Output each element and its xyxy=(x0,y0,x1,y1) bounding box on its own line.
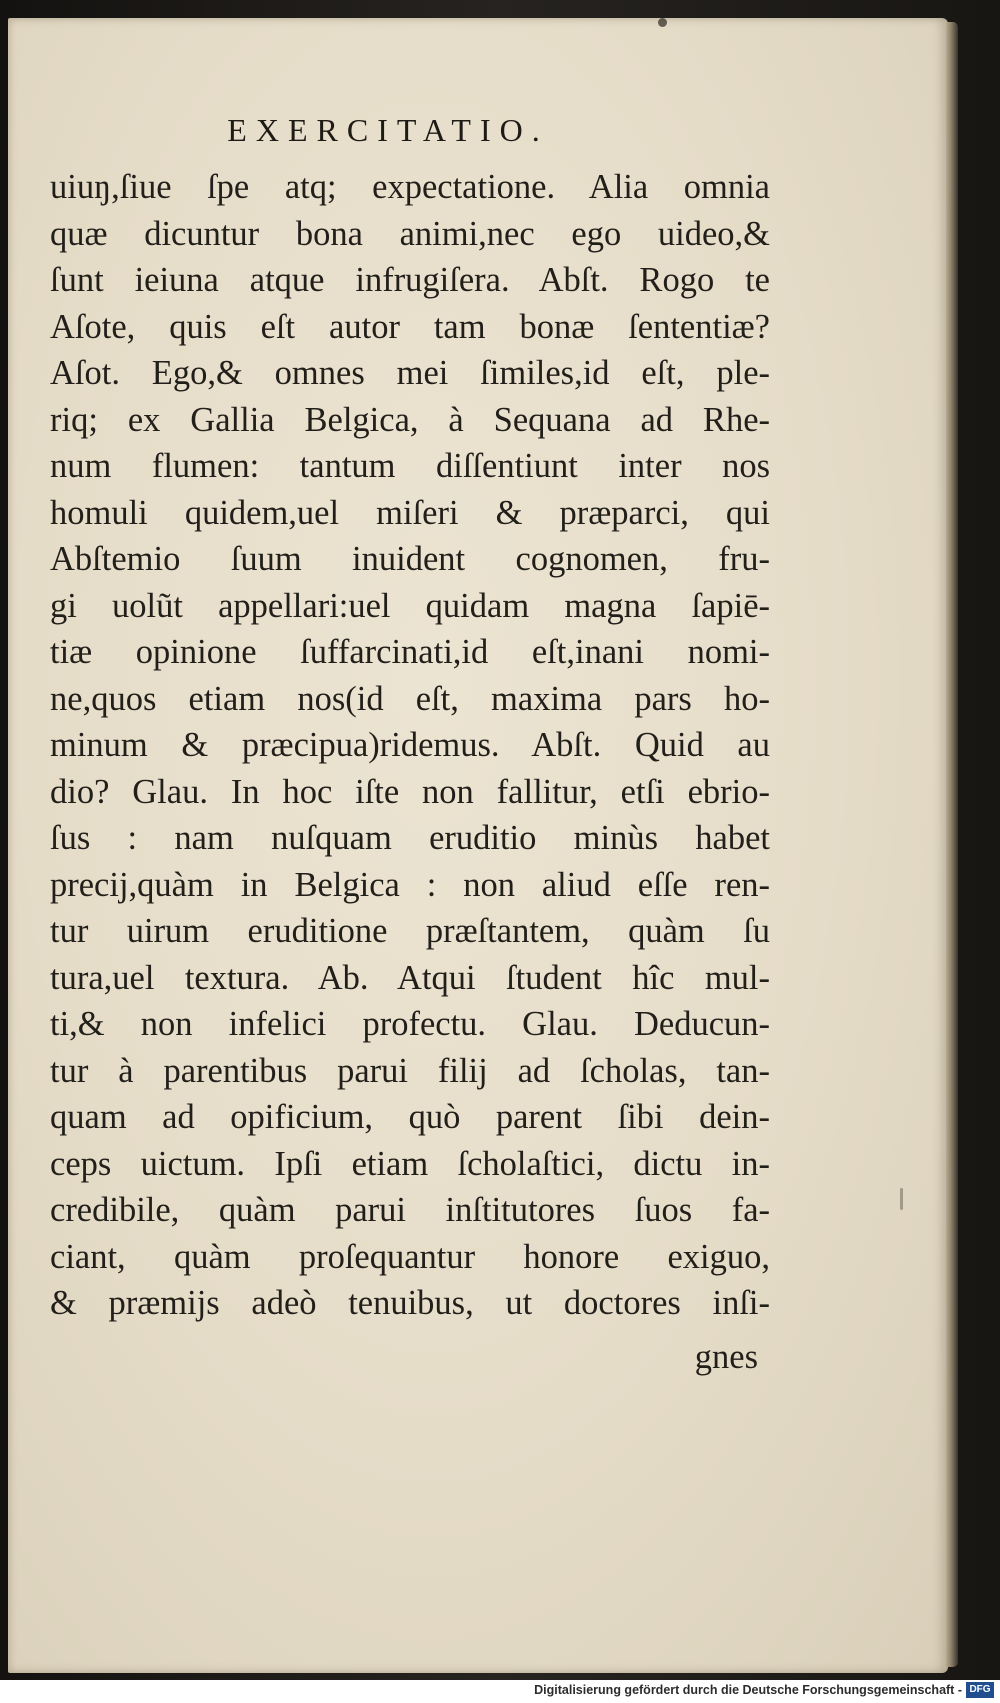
text-line: ti,& non infelici profectu. Glau. Deducun- xyxy=(50,1005,770,1043)
text-line: Abſtemio ſuum inuident cognomen, fru- xyxy=(50,540,770,578)
text-line: tur à parentibus parui filij ad ſcholas, tan- xyxy=(50,1051,770,1090)
text-line: quæ dicuntur bona animi,nec ego uideo,& xyxy=(50,214,770,253)
text-line: ne,quos etiam nos(id eſt, maxima pars ho- xyxy=(50,679,770,718)
text-line: tiæ opinione ſuffarcinati,id eſt,inani nomi- xyxy=(50,633,770,671)
running-head: EXERCITATIO. xyxy=(227,112,549,148)
text-line: quam ad opificium, quò parent ſibi dein- xyxy=(50,1098,770,1136)
text-line: precij,quàm in Belgica : non aliud eſſe ren- xyxy=(50,865,770,904)
text-line: credibile, quàm parui inſtitutores ſuos fa- xyxy=(50,1191,770,1229)
text-line: Aſote, quis eſt autor tam bonæ ſententiæ? xyxy=(50,307,770,346)
text-line: tura,uel textura. Ab. Atqui ſtudent hîc mul- xyxy=(50,958,770,997)
text-line: Aſot. Ego,& omnes mei ſimiles,id eſt, ple- xyxy=(50,354,770,392)
text-line: ſunt ieiuna atque infrugiſera. Abſt. Rogo te xyxy=(50,261,770,299)
text-line: & præmijs adeò tenuibus, ut doctores inſi- xyxy=(50,1284,770,1322)
digitization-credit: Digitalisierung gefördert durch die Deutsche Forschungsgemeinschaft - xyxy=(534,1683,962,1697)
text-line: ſus : nam nuſquam eruditio minùs habet xyxy=(50,819,770,857)
text-line: minum & præcipua)ridemus. Abſt. Quid au xyxy=(50,726,770,764)
page-edge xyxy=(946,22,958,1667)
text-line: gi uolũt appellari:uel quidam magna ſapiē- xyxy=(50,586,770,625)
dfg-logo-icon: DFG xyxy=(966,1682,994,1698)
text-line: uiuŋ,ſiue ſpe atq; expectatione. Alia omnia xyxy=(50,168,770,206)
book-page xyxy=(8,18,948,1673)
ink-speck xyxy=(900,1188,903,1210)
body-text xyxy=(50,164,770,1327)
text-line: ceps uictum. Ipſi etiam ſcholaſtici, dictu in- xyxy=(50,1144,770,1183)
text-line: homuli quidem,uel miſeri & præparci, qui xyxy=(50,493,770,532)
text-line: ciant, quàm proſequantur honore exiguo, xyxy=(50,1237,770,1276)
text-line: riq; ex Gallia Belgica, à Sequana ad Rhe- xyxy=(50,400,770,439)
catchword: gnes xyxy=(694,1338,758,1376)
text-line: dio? Glau. In hoc iſte non fallitur, etſi ebrio- xyxy=(50,772,770,811)
text-line: num flumen: tantum diſſentiunt inter nos xyxy=(50,447,770,485)
ink-speck xyxy=(658,18,667,27)
text-line: tur uirum eruditione præſtantem, quàm ſu xyxy=(50,912,770,950)
